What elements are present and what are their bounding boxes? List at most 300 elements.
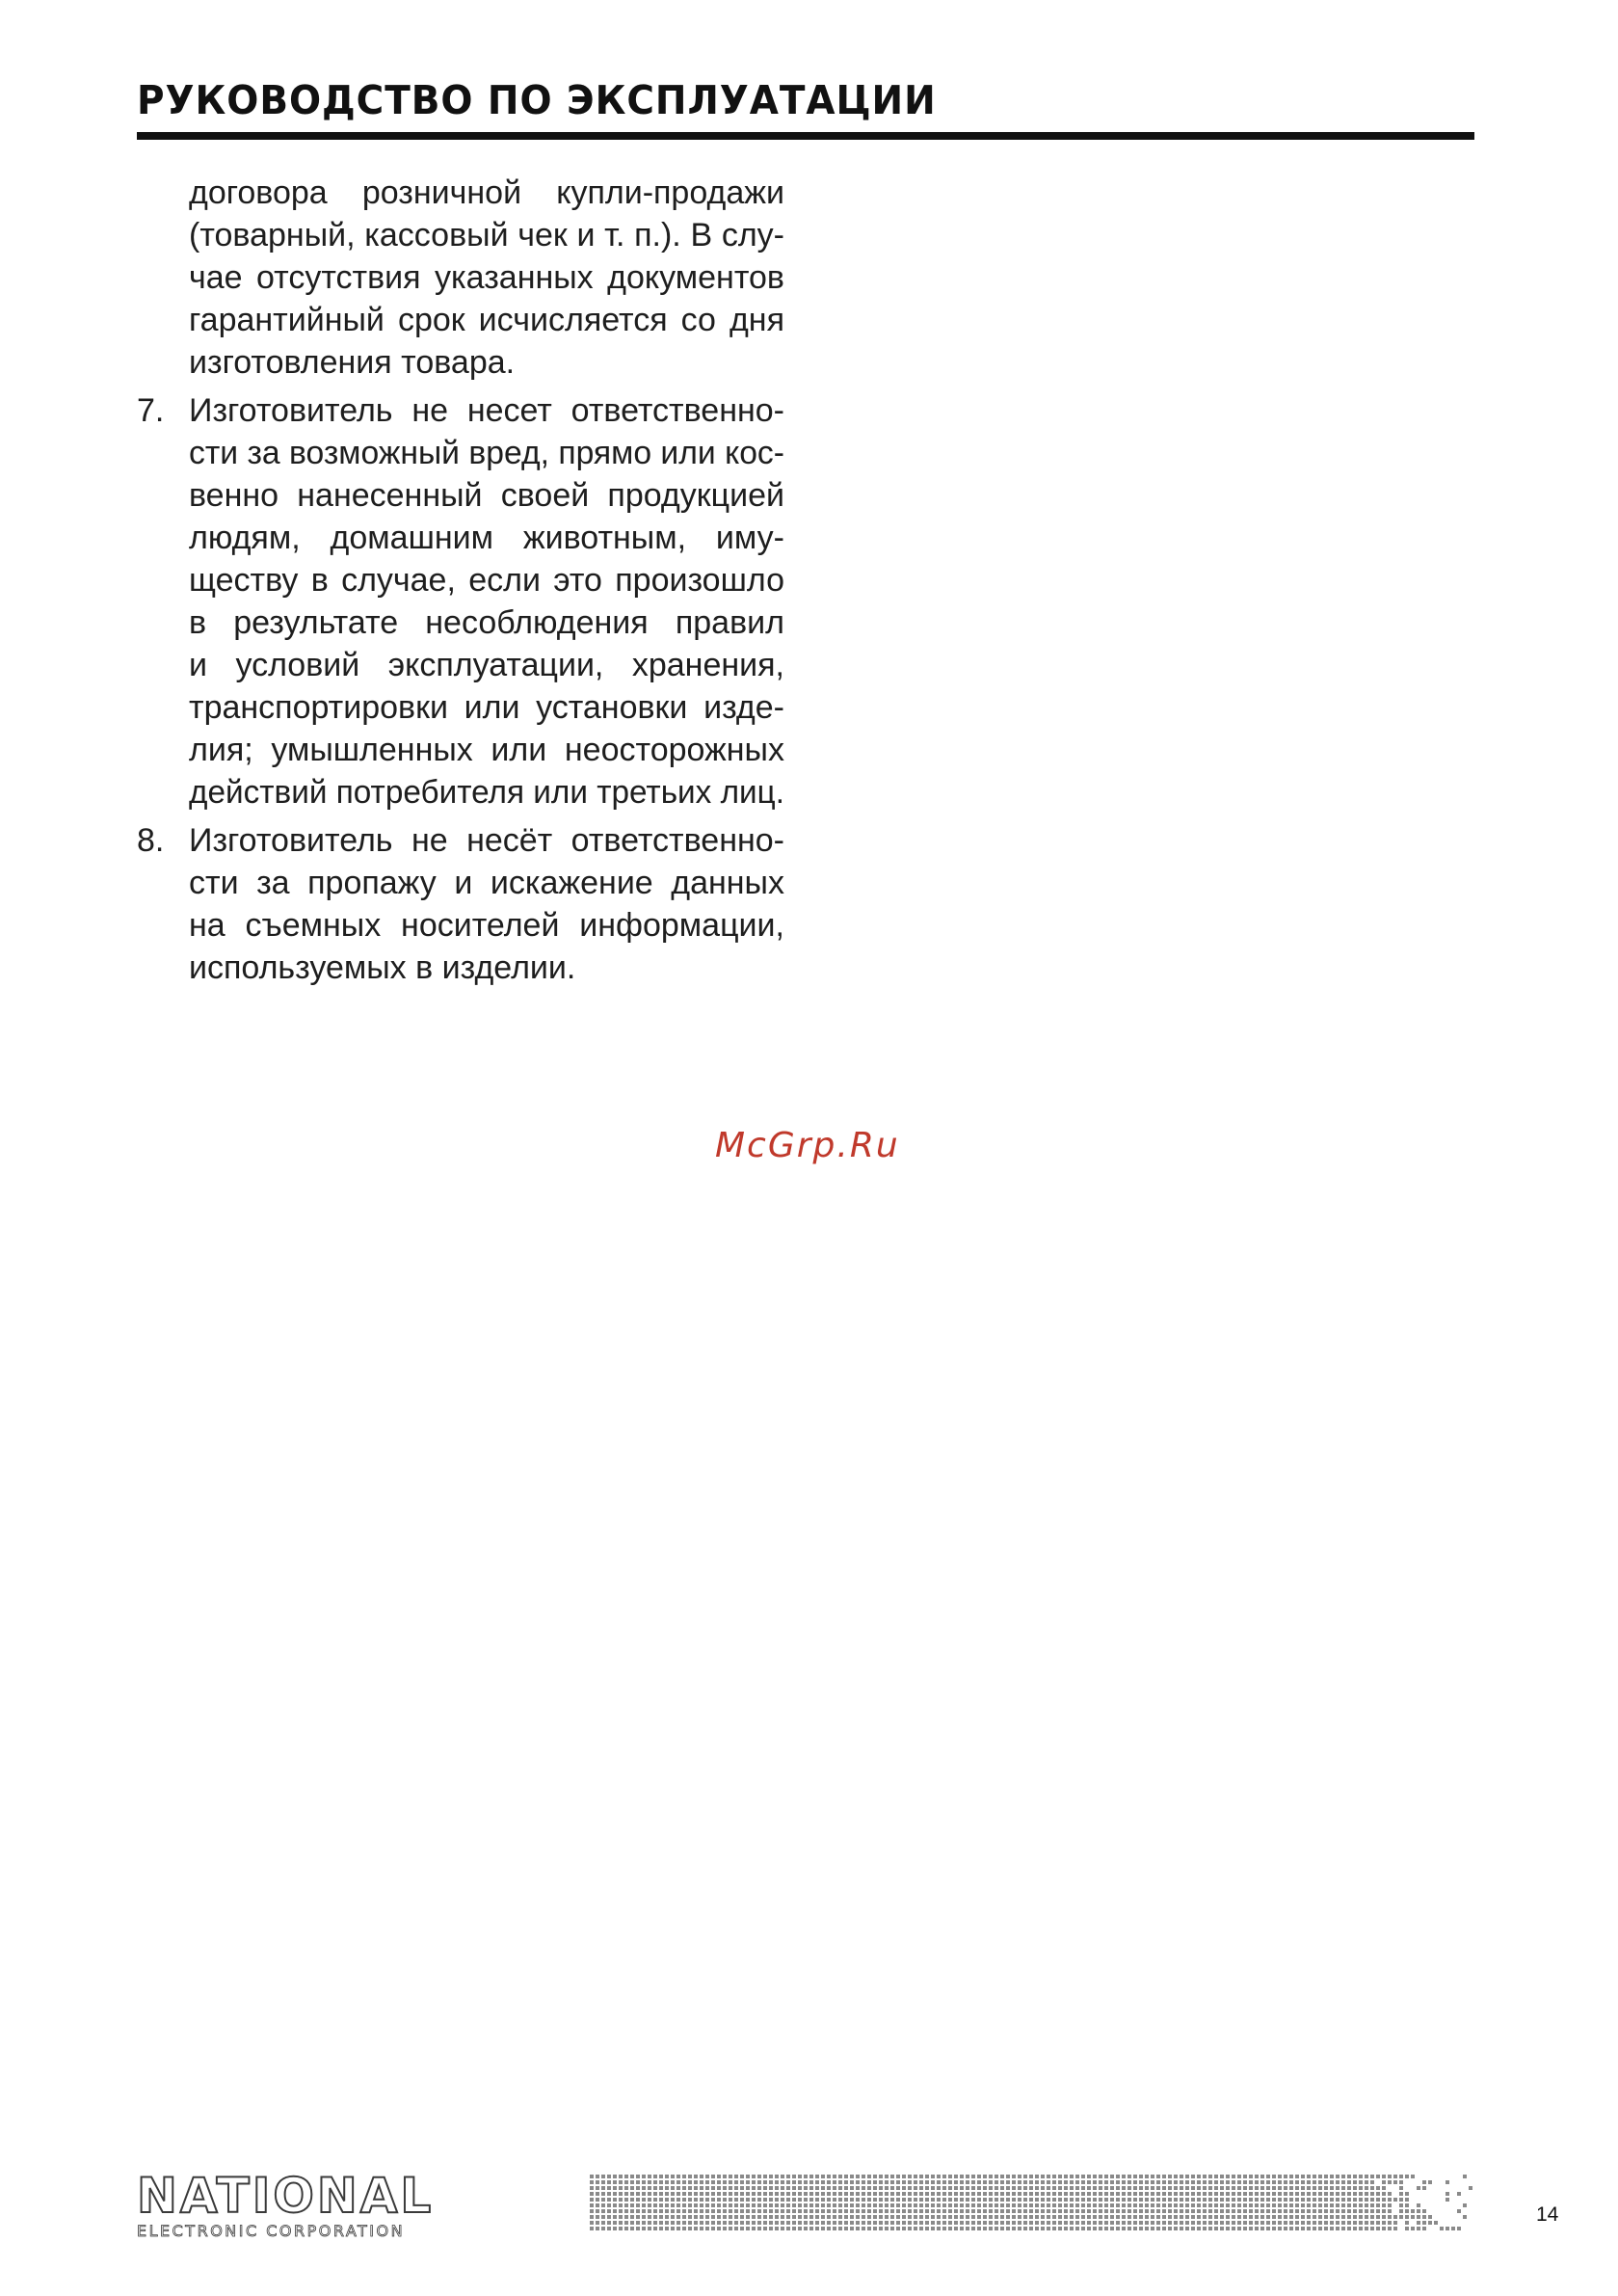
pattern-dot: [867, 2192, 871, 2196]
pattern-dot: [740, 2203, 744, 2207]
pattern-dot: [1018, 2192, 1021, 2196]
pattern-dot: [931, 2180, 935, 2184]
pattern-dot: [1307, 2203, 1311, 2207]
pattern-dot: [648, 2227, 651, 2230]
pattern-dot: [705, 2198, 709, 2202]
pattern-dot: [827, 2192, 831, 2196]
pattern-dot: [596, 2198, 599, 2202]
pattern-dot: [619, 2227, 623, 2230]
pattern-dot: [902, 2186, 906, 2190]
pattern-dot: [1451, 2227, 1455, 2230]
pattern-dot: [740, 2180, 744, 2184]
pattern-dot: [1388, 2221, 1392, 2225]
pattern-dot: [705, 2186, 709, 2190]
pattern-dot: [1272, 2198, 1276, 2202]
pattern-dot: [1139, 2221, 1143, 2225]
pattern-dot: [827, 2221, 831, 2225]
pattern-dot: [1208, 2198, 1212, 2202]
pattern-dot: [1237, 2215, 1241, 2219]
pattern-dot: [925, 2221, 929, 2225]
pattern-dot: [1365, 2192, 1368, 2196]
pattern-dot: [1237, 2175, 1241, 2178]
pattern-dot: [1376, 2203, 1380, 2207]
pattern-dot: [746, 2186, 750, 2190]
pattern-dot: [948, 2203, 952, 2207]
pattern-dot: [630, 2198, 634, 2202]
pattern-dot: [1307, 2227, 1311, 2230]
pattern-dot: [838, 2209, 842, 2213]
pattern-dot: [1018, 2180, 1021, 2184]
pattern-dot: [971, 2215, 975, 2219]
pattern-dot: [1099, 2215, 1102, 2219]
pattern-dot: [1417, 2227, 1420, 2230]
pattern-dot: [908, 2227, 912, 2230]
pattern-dot: [1237, 2203, 1241, 2207]
pattern-dot: [752, 2192, 756, 2196]
text-line: сти за возможный вред, прямо или кос-: [189, 435, 784, 471]
pattern-dot: [971, 2186, 975, 2190]
text-line: и условий эксплуатации, хранения,: [189, 647, 784, 683]
pattern-dot: [648, 2175, 651, 2178]
pattern-dot: [671, 2192, 675, 2196]
pattern-dot: [1168, 2186, 1172, 2190]
pattern-dot: [1463, 2215, 1467, 2219]
pattern-dot: [648, 2198, 651, 2202]
pattern-dot: [1162, 2209, 1166, 2213]
pattern-dot: [815, 2209, 819, 2213]
pattern-dot: [671, 2221, 675, 2225]
pattern-dot: [729, 2186, 732, 2190]
pattern-dot: [1243, 2192, 1247, 2196]
pattern-dot: [1116, 2227, 1120, 2230]
pattern-dot: [879, 2186, 883, 2190]
pattern-dot: [798, 2209, 802, 2213]
pattern-dot: [613, 2203, 617, 2207]
pattern-dot: [653, 2175, 657, 2178]
pattern-dot: [590, 2221, 594, 2225]
pattern-dot: [862, 2198, 865, 2202]
pattern-dot: [1208, 2227, 1212, 2230]
pattern-dot: [931, 2203, 935, 2207]
pattern-dot: [879, 2198, 883, 2202]
pattern-dot: [1093, 2203, 1097, 2207]
pattern-dot: [665, 2209, 669, 2213]
pattern-dot: [1081, 2209, 1085, 2213]
pattern-dot: [1324, 2198, 1328, 2202]
pattern-dot: [960, 2186, 964, 2190]
pattern-dot: [1289, 2227, 1293, 2230]
pattern-dot: [665, 2186, 669, 2190]
pattern-dot: [995, 2198, 998, 2202]
pattern-dot: [717, 2175, 721, 2178]
pattern-dot: [1278, 2198, 1282, 2202]
pattern-dot: [925, 2186, 929, 2190]
pattern-dot: [1047, 2203, 1050, 2207]
pattern-dot: [821, 2175, 825, 2178]
pattern-dot: [971, 2209, 975, 2213]
pattern-dot: [763, 2215, 767, 2219]
pattern-dot: [1388, 2198, 1392, 2202]
pattern-dot: [1399, 2175, 1403, 2178]
pattern-dot: [1266, 2209, 1270, 2213]
pattern-dot: [1047, 2221, 1050, 2225]
pattern-dot: [1440, 2227, 1444, 2230]
pattern-dot: [827, 2180, 831, 2184]
pattern-dot: [1162, 2192, 1166, 2196]
pattern-dot: [1023, 2215, 1027, 2219]
pattern-dot: [1162, 2180, 1166, 2184]
pattern-dot: [682, 2209, 686, 2213]
pattern-dot: [1052, 2186, 1056, 2190]
pattern-dot: [1139, 2192, 1143, 2196]
pattern-dot: [1116, 2221, 1120, 2225]
pattern-dot: [1104, 2227, 1108, 2230]
pattern-dot: [1353, 2180, 1357, 2184]
pattern-dot: [624, 2175, 628, 2178]
pattern-dot: [1093, 2192, 1097, 2196]
pattern-dot: [809, 2203, 813, 2207]
pattern-dot: [1139, 2198, 1143, 2202]
pattern-dot: [1203, 2215, 1207, 2219]
pattern-dot: [734, 2175, 738, 2178]
pattern-dot: [1081, 2198, 1085, 2202]
pattern-dot: [619, 2198, 623, 2202]
pattern-dot: [1336, 2180, 1339, 2184]
pattern-dot: [890, 2209, 894, 2213]
pattern-dot: [1428, 2221, 1432, 2225]
pattern-dot: [873, 2198, 877, 2202]
pattern-dot: [1266, 2215, 1270, 2219]
pattern-dot: [873, 2221, 877, 2225]
pattern-dot: [1214, 2209, 1218, 2213]
pattern-dot: [1180, 2209, 1183, 2213]
pattern-dot: [989, 2186, 993, 2190]
pattern-dot: [757, 2209, 761, 2213]
pattern-dot: [879, 2180, 883, 2184]
pattern-dot: [746, 2221, 750, 2225]
pattern-dot: [1411, 2175, 1415, 2178]
pattern-dot: [775, 2215, 779, 2219]
pattern-dot: [1266, 2198, 1270, 2202]
pattern-dot: [1208, 2221, 1212, 2225]
pattern-dot: [711, 2198, 715, 2202]
pattern-dot: [1278, 2180, 1282, 2184]
pattern-dot: [804, 2221, 808, 2225]
pattern-dot: [1168, 2192, 1172, 2196]
pattern-dot: [833, 2198, 836, 2202]
logo-subtitle: ELECTRONIC CORPORATION: [137, 2222, 406, 2240]
text-line: (товарный, кассовый чек и т. п.). В слу-: [189, 217, 784, 254]
pattern-dot: [648, 2215, 651, 2219]
pattern-dot: [792, 2192, 796, 2196]
pattern-dot: [1208, 2180, 1212, 2184]
pattern-dot: [676, 2209, 680, 2213]
pattern-dot: [734, 2192, 738, 2196]
pattern-dot: [1018, 2198, 1021, 2202]
pattern-dot: [1243, 2221, 1247, 2225]
pattern-dot: [1116, 2175, 1120, 2178]
pattern-dot: [995, 2221, 998, 2225]
pattern-dot: [1104, 2198, 1108, 2202]
pattern-dot: [1116, 2198, 1120, 2202]
pattern-dot: [665, 2175, 669, 2178]
pattern-dot: [1006, 2186, 1010, 2190]
pattern-dot: [1330, 2227, 1334, 2230]
pattern-dot: [694, 2175, 698, 2178]
pattern-dot: [1214, 2186, 1218, 2190]
pattern-dot: [642, 2186, 646, 2190]
pattern-dot: [873, 2203, 877, 2207]
pattern-dot: [1411, 2215, 1415, 2219]
pattern-dot: [1318, 2175, 1322, 2178]
pattern-dot: [908, 2180, 912, 2184]
pattern-dot: [1122, 2192, 1126, 2196]
pattern-dot: [914, 2186, 917, 2190]
pattern-dot: [1162, 2221, 1166, 2225]
pattern-dot: [1087, 2180, 1091, 2184]
pattern-dot: [688, 2180, 692, 2184]
pattern-dot: [1185, 2227, 1189, 2230]
pattern-dot: [1139, 2215, 1143, 2219]
pattern-dot: [1133, 2227, 1137, 2230]
pattern-dot: [590, 2192, 594, 2196]
pattern-dot: [1162, 2203, 1166, 2207]
pattern-dot: [1330, 2198, 1334, 2202]
pattern-dot: [937, 2186, 941, 2190]
pattern-dot: [694, 2180, 698, 2184]
pattern-dot: [1174, 2186, 1178, 2190]
pattern-dot: [1099, 2180, 1102, 2184]
pattern-dot: [1336, 2198, 1339, 2202]
pattern-dot: [607, 2175, 611, 2178]
pattern-dot: [671, 2215, 675, 2219]
pattern-dot: [1301, 2209, 1305, 2213]
pattern-dot: [1272, 2209, 1276, 2213]
pattern-dot: [596, 2203, 599, 2207]
pattern-dot: [1052, 2203, 1056, 2207]
pattern-dot: [1284, 2227, 1287, 2230]
pattern-dot: [971, 2203, 975, 2207]
pattern-dot: [1087, 2175, 1091, 2178]
pattern-dot: [700, 2227, 703, 2230]
pattern-dot: [642, 2203, 646, 2207]
pattern-dot: [1058, 2175, 1062, 2178]
pattern-dot: [1145, 2180, 1149, 2184]
pattern-dot: [642, 2180, 646, 2184]
pattern-dot: [885, 2221, 889, 2225]
text-line: действий потребителя или третьих лиц.: [189, 774, 784, 811]
pattern-dot: [815, 2221, 819, 2225]
pattern-dot: [705, 2180, 709, 2184]
pattern-dot: [856, 2192, 860, 2196]
pattern-dot: [1405, 2192, 1409, 2196]
pattern-dot: [1018, 2227, 1021, 2230]
pattern-dot: [659, 2186, 663, 2190]
pattern-dot: [1006, 2192, 1010, 2196]
pattern-dot: [960, 2227, 964, 2230]
pattern-dot: [613, 2221, 617, 2225]
pattern-dot: [1393, 2215, 1397, 2219]
pattern-dot: [937, 2198, 941, 2202]
pattern-dot: [1336, 2209, 1339, 2213]
pattern-dot: [1197, 2175, 1201, 2178]
pattern-dot: [1255, 2180, 1259, 2184]
pattern-dot: [1226, 2215, 1230, 2219]
pattern-dot: [931, 2221, 935, 2225]
pattern-dot: [1365, 2180, 1368, 2184]
pattern-dot: [619, 2215, 623, 2219]
pattern-dot: [711, 2186, 715, 2190]
pattern-dot: [601, 2186, 605, 2190]
pattern-dot: [1093, 2221, 1097, 2225]
watermark-link[interactable]: McGrp.Ru: [715, 1126, 900, 1165]
pattern-dot: [1151, 2215, 1154, 2219]
pattern-dot: [1376, 2221, 1380, 2225]
pattern-dot: [786, 2175, 790, 2178]
pattern-dot: [757, 2227, 761, 2230]
pattern-dot: [902, 2198, 906, 2202]
pattern-dot: [942, 2192, 946, 2196]
pattern-dot: [1041, 2203, 1045, 2207]
pattern-dot: [954, 2203, 958, 2207]
pattern-dot: [1405, 2175, 1409, 2178]
pattern-dot: [1041, 2186, 1045, 2190]
pattern-dot: [1035, 2209, 1039, 2213]
pattern-dot: [1035, 2186, 1039, 2190]
pattern-dot: [1220, 2209, 1224, 2213]
pattern-dot: [1388, 2175, 1392, 2178]
pattern-dot: [624, 2198, 628, 2202]
pattern-dot: [775, 2227, 779, 2230]
pattern-dot: [1313, 2215, 1316, 2219]
pattern-dot: [1058, 2192, 1062, 2196]
pattern-dot: [1191, 2209, 1195, 2213]
pattern-dot: [1023, 2198, 1027, 2202]
pattern-dot: [1151, 2186, 1154, 2190]
pattern-dot: [983, 2186, 987, 2190]
pattern-dot: [1341, 2175, 1345, 2178]
pattern-dot: [931, 2209, 935, 2213]
pattern-dot: [1052, 2175, 1056, 2178]
pattern-dot: [908, 2192, 912, 2196]
pattern-dot: [815, 2203, 819, 2207]
pattern-dot: [1087, 2192, 1091, 2196]
pattern-dot: [1035, 2227, 1039, 2230]
pattern-dot: [1382, 2227, 1386, 2230]
pattern-dot: [1075, 2192, 1079, 2196]
pattern-dot: [613, 2227, 617, 2230]
pattern-dot: [792, 2209, 796, 2213]
pattern-dot: [769, 2192, 773, 2196]
pattern-dot: [746, 2175, 750, 2178]
pattern-dot: [1301, 2192, 1305, 2196]
pattern-dot: [925, 2180, 929, 2184]
pattern-dot: [596, 2175, 599, 2178]
pattern-dot: [729, 2221, 732, 2225]
pattern-dot: [1330, 2221, 1334, 2225]
pattern-dot: [781, 2175, 784, 2178]
pattern-dot: [838, 2180, 842, 2184]
pattern-dot: [1266, 2180, 1270, 2184]
pattern-dot: [757, 2198, 761, 2202]
pattern-dot: [630, 2215, 634, 2219]
pattern-dot: [642, 2192, 646, 2196]
pattern-dot: [1110, 2198, 1114, 2202]
pattern-dot: [1417, 2209, 1420, 2213]
pattern-dot: [942, 2215, 946, 2219]
text-line: на съемных носителей информации,: [189, 907, 784, 944]
pattern-dot: [995, 2203, 998, 2207]
pattern-dot: [636, 2192, 640, 2196]
pattern-dot: [1000, 2221, 1004, 2225]
pattern-dot: [1145, 2192, 1149, 2196]
pattern-dot: [1457, 2192, 1461, 2196]
pattern-dot: [775, 2198, 779, 2202]
pattern-dot: [700, 2198, 703, 2202]
pattern-dot: [1006, 2203, 1010, 2207]
pattern-dot: [1232, 2215, 1235, 2219]
pattern-dot: [1336, 2186, 1339, 2190]
pattern-dot: [1405, 2198, 1409, 2202]
pattern-dot: [1428, 2180, 1432, 2184]
pattern-dot: [1139, 2209, 1143, 2213]
pattern-dot: [1266, 2175, 1270, 2178]
pattern-dot: [700, 2175, 703, 2178]
pattern-dot: [862, 2215, 865, 2219]
pattern-dot: [1127, 2175, 1131, 2178]
pattern-dot: [1260, 2198, 1264, 2202]
pattern-dot: [1174, 2175, 1178, 2178]
pattern-dot: [636, 2215, 640, 2219]
pattern-dot: [1156, 2175, 1160, 2178]
pattern-dot: [619, 2175, 623, 2178]
pattern-dot: [1018, 2209, 1021, 2213]
pattern-dot: [1197, 2209, 1201, 2213]
pattern-dot: [763, 2221, 767, 2225]
page-number: 14: [1536, 2203, 1559, 2226]
pattern-dot: [1289, 2209, 1293, 2213]
pattern-dot: [1278, 2203, 1282, 2207]
pattern-dot: [676, 2215, 680, 2219]
pattern-dot: [1000, 2227, 1004, 2230]
pattern-dot: [1237, 2180, 1241, 2184]
pattern-dot: [1185, 2192, 1189, 2196]
pattern-dot: [908, 2215, 912, 2219]
pattern-dot: [1185, 2215, 1189, 2219]
pattern-dot: [856, 2186, 860, 2190]
text-line: сти за пропажу и искажение данных: [189, 865, 784, 901]
pattern-dot: [977, 2227, 981, 2230]
pattern-dot: [1220, 2221, 1224, 2225]
pattern-dot: [1301, 2180, 1305, 2184]
pattern-dot: [1307, 2180, 1311, 2184]
pattern-dot: [1127, 2203, 1131, 2207]
pattern-dot: [1220, 2215, 1224, 2219]
pattern-dot: [879, 2203, 883, 2207]
pattern-dot: [1000, 2192, 1004, 2196]
pattern-dot: [1064, 2180, 1068, 2184]
pattern-dot: [636, 2203, 640, 2207]
pattern-dot: [833, 2192, 836, 2196]
pattern-dot: [1359, 2209, 1363, 2213]
pattern-dot: [1162, 2215, 1166, 2219]
pattern-dot: [717, 2209, 721, 2213]
pattern-dot: [1203, 2227, 1207, 2230]
pattern-dot: [1220, 2192, 1224, 2196]
pattern-dot: [942, 2186, 946, 2190]
pattern-dot: [1023, 2180, 1027, 2184]
pattern-dot: [700, 2192, 703, 2196]
